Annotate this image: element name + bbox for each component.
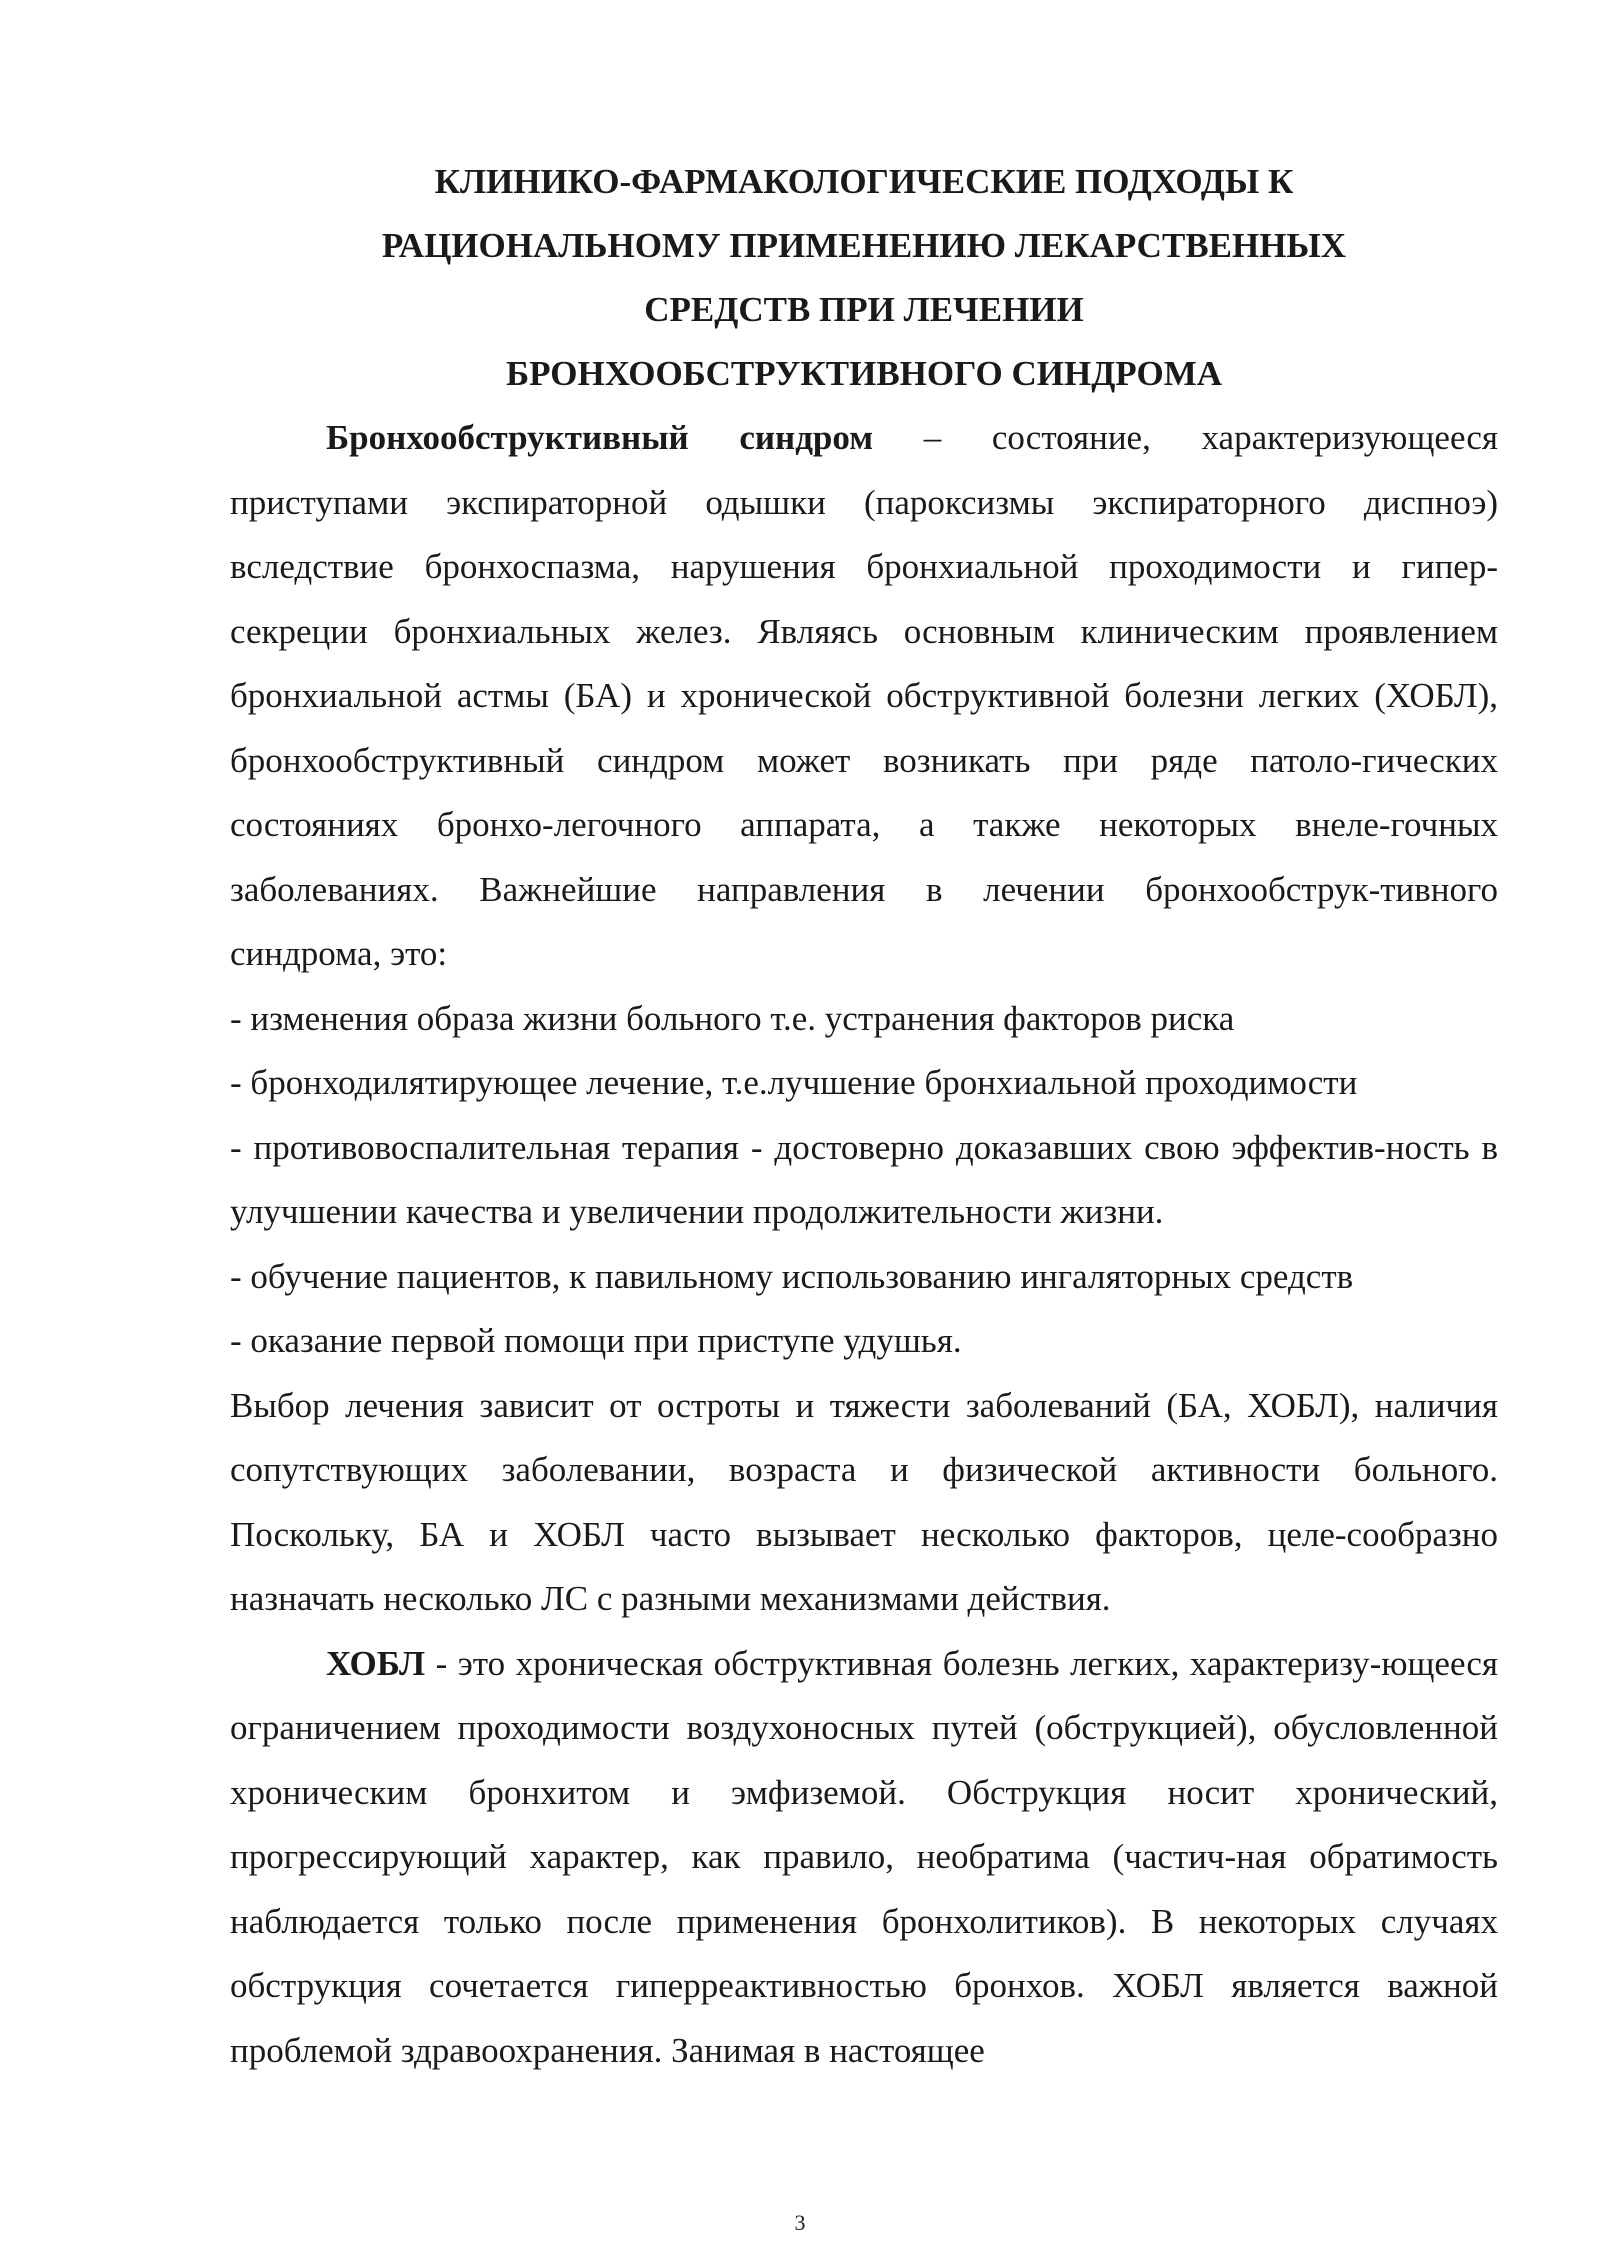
intro-text: – состояние, характеризующееся приступами экспираторной одышки (пароксизмы экспираторного диспноэ) вследствие бронхоспазма, нарушения бронхиальной проходимости и гипер-секреции бронхиальных желез. Являясь основным клиническим проявлением бронхиальной астмы (БА) и хронической обструктивной болезни легких (ХОБЛ), бронхообструктивный синдром может возникать при ряде патоло-гических состояниях бронхо-легочного аппарата, а также некоторых внеле-гочных заболеваниях. Важнейшие направления в лечении бронхообструк-тивного синдрома, это:: [230, 418, 1498, 973]
title-line: РАЦИОНАЛЬНОМУ ПРИМЕНЕНИЮ ЛЕКАРСТВЕННЫХ: [381, 226, 1347, 265]
intro-paragraph: [230, 406, 1498, 987]
intro-term: Бронхообструктивный синдром: [326, 418, 874, 457]
list-item: - оказание первой помощи при приступе удушья.: [230, 1321, 962, 1360]
title-line: БРОНХООБСТРУКТИВНОГО СИНДРОМА: [505, 354, 1223, 393]
document-page: [230, 150, 1498, 2083]
document-title: [230, 150, 1498, 406]
list-item: - бронходилятирующее лечение, т.е.лучшение бронхиальной проходимости: [230, 1063, 1358, 1102]
list-item: - обучение пациентов, к павильному использованию ингаляторных средств: [230, 1256, 1354, 1296]
copd-paragraph: [230, 1632, 1498, 2084]
copd-text: - это хроническая обструктивная болезнь легких, характеризу-ющееся ограничением проходимости воздухоносных путей (обструкцией), обусловленной хроническим бронхитом и эмфиземой. Обструкция носит хронический, прогрессирующий характер, как правило, необратима (частич-ная обратимость наблюдается только после применения бронхолитиков). В некоторых случаях обструкция сочетается гиперреактивностью бронхов. ХОБЛ является важной проблемой здравоохранения. Занимая в настоящее: [230, 1643, 1498, 2070]
copd-term: ХОБЛ: [326, 1643, 426, 1683]
page-number: 3: [794, 2210, 806, 2235]
list-item: - изменения образа жизни больного т.е. устранения факторов риска: [230, 998, 1235, 1038]
title-line: СРЕДСТВ ПРИ ЛЕЧЕНИИ: [644, 290, 1084, 329]
treatment-directions-list: [230, 987, 1498, 1374]
treatment-choice-paragraph: Выбор лечения зависит от остроты и тяжести заболеваний (БА, ХОБЛ), наличия сопутствующих заболевании, возраста и физической активности больного. Поскольку, БА и ХОБЛ часто вызывает несколько факторов, целе-сообразно назначать несколько ЛС с разными механизмами действия.: [230, 1385, 1498, 1618]
title-line: КЛИНИКО-ФАРМАКОЛОГИЧЕСКИЕ ПОДХОДЫ К: [434, 162, 1294, 201]
document-body: [230, 406, 1498, 2083]
list-item: - противовоспалительная терапия - достоверно доказавших свою эффектив-ность в улучшении качества и увеличении продолжительности жизни.: [230, 1127, 1498, 1231]
